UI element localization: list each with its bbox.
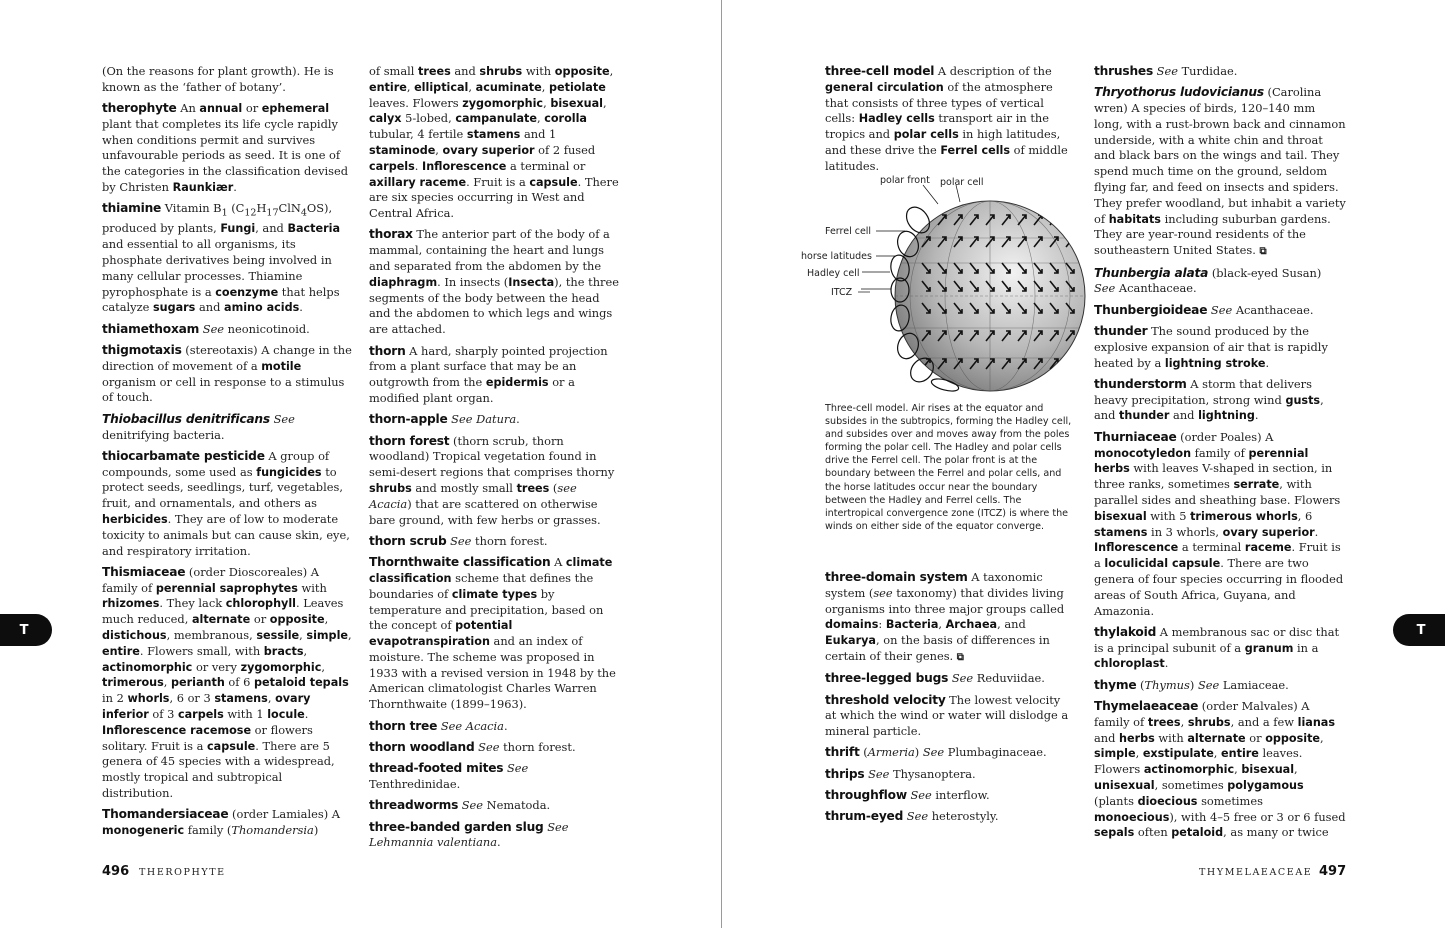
dictionary-entry: of small trees and shrubs with opposite, entire, elliptical, acuminate, petiolate leaves. Flowers zygomorphic, bisexual, calyx 5-lobed, campanulate, corolla tubular, 4 fertile stamens and 1 staminode, ovary superior of 2 fused carpels. Inflorescence a terminal or axillary raceme. Fruit is a capsule. There are six species occurring in West and Central Africa. bbox=[369, 64, 619, 221]
thumb-tab-right: T bbox=[1393, 614, 1445, 646]
itcz-label: ITCZ bbox=[831, 287, 853, 298]
dictionary-entry: Thurniaceae (order Poales) A monocotyledon family of perennial herbs with leaves V-shaped in section, in three ranks, sometimes serrate, with parallel sides and sheathing base. Flowers bisexual with 5 trimerous whorls, 6 stamens in 3 whorls, ovary superior. Inflorescence a terminal raceme. Fruit is a loculicidal capsule. There are two genera of four species occurring in flooded areas of South Africa, Guyana, and Amazonia. bbox=[1094, 429, 1344, 618]
dictionary-entry: thyme (Thymus) See Lamiaceae. bbox=[1094, 677, 1289, 692]
dictionary-entry: thorn woodland See thorn forest. bbox=[369, 739, 576, 754]
right-running-head: THYMELAEACEAE bbox=[1199, 867, 1313, 878]
dictionary-entry: throughflow See interflow. bbox=[825, 788, 990, 803]
dictionary-entry: thiamine Vitamin $B_1$ $(C_{12}H_{17}ClN_4OS)$, produced by plants, Fungi, and Bacteria and essential to all organisms, its phosphate derivatives being involved in many cellular processes. Thiamine pyrophosphate is a coenzyme that helps catalyze sugars and amino acids. bbox=[102, 201, 341, 315]
polar-front-label: polar front bbox=[880, 175, 930, 186]
dictionary-entry: threshold velocity The lowest velocity at which the wind or water will dislodge a mineral particle. bbox=[825, 692, 1069, 739]
hadley-cell-label: Hadley cell bbox=[807, 268, 860, 279]
dictionary-entry: thorn tree See Acacia. bbox=[369, 718, 508, 733]
right-column-2 bbox=[1094, 64, 1346, 847]
wind-arrow bbox=[1066, 359, 1074, 369]
figure-caption: Three-cell model. Air rises at the equator and subsides in the subtropics, forming the Hadley cell, and subsides over and moves away from the poles forming the polar cell. The Hadley and polar cells drive the Ferrel cell. The polar front is at the boundary between the Ferrel and polar cells, and the horse latitudes occur near the boundary between the Hadley and Ferrel cells. The intertropical convergence zone (ITCZ) is where the winds on either side of the equator converge. bbox=[825, 403, 1072, 532]
dictionary-entry: Thymelaeaceae (order Malvales) A family of trees, shrubs, and a few lianas and herbs with alternate or opposite, simple, exstipulate, entire leaves. Flowers actinomorphic, bisexual, unisexual, sometimes polygamous (plants dioecious sometimes monoecious), with 4–5 free or 3 or 6 fused sepals often petaloid, as many or twice bbox=[1094, 698, 1346, 840]
dictionary-entry: three-domain system A taxonomic system (see taxonomy) that divides living organisms into three major groups called domains: Bacteria, Archaea, and Eukarya, on the basis of differences in certain of their genes. ⧉ bbox=[825, 570, 1065, 663]
dictionary-entry: Thunbergia alata (black-eyed Susan) See Acanthaceae. bbox=[1094, 265, 1322, 296]
dictionary-entry: three-banded garden slug See Lehmannia valentiana. bbox=[369, 819, 569, 850]
horse-latitudes-label: horse latitudes bbox=[801, 251, 872, 262]
dictionary-entry: thiocarbamate pesticide A group of compounds, some used as fungicides to protect seeds, seedlings, turf, vegetables, fruit, and ornamentals, and others as herbicides. They are of low to moderate toxicity to animals but can cause skin, eye, and respiratory irritation. bbox=[102, 448, 350, 558]
right-column-1-bottom bbox=[825, 570, 1075, 831]
dictionary-entry: thiamethoxam See neonicotinoid. bbox=[102, 321, 310, 336]
dictionary-entry: thorn forest (thorn scrub, thorn woodland) Tropical vegetation found in semi-desert regions that comprises thorny shrubs and mostly small trees (see Acacia) that are scattered on otherwise bare ground, with few herbs or grasses. bbox=[369, 433, 615, 527]
wind-arrow bbox=[1050, 215, 1058, 225]
dictionary-entry: thrum-eyed See heterostyly. bbox=[825, 809, 999, 824]
thumb-tab-left: T bbox=[0, 614, 52, 646]
dictionary-entry: thread-footed mites See Tenthredinidae. bbox=[369, 761, 529, 791]
dictionary-entry: thunder The sound produced by the explosive expansion of air that is rapidly heated by a lightning stroke. bbox=[1094, 323, 1328, 370]
book-spine bbox=[721, 0, 722, 928]
dictionary-entry: Thryothorus ludovicianus (Carolina wren) A species of birds, 120–140 mm long, with a rust-brown back and cinnamon underside, with a white chin and throat and black bars on the wings and tail. They spend much time on the ground, seldom flying far, and feed on insects and spiders. They prefer woodland, but inhabit a variety of habitats including suburban gardens. They are year-round residents of the southeastern United States. ⧉ bbox=[1094, 85, 1346, 258]
dictionary-entry: Thunbergioideae See Acanthaceae. bbox=[1094, 302, 1314, 317]
dictionary-entry: Thismiaceae (order Dioscoreales) A family of perennial saprophytes with rhizomes. They lack chlorophyll. Leaves much reduced, alternate or opposite, distichous, membranous, sessile, simple, entire. Flowers small, with bracts, actinomorphic or very zygomorphic, trimerous, perianth of 6 petaloid tepals in 2 whorls, 6 or 3 stamens, ovary inferior of 3 carpels with 1 locule. Inflorescence racemose or flowers solitary. Fruit is a capsule. There are 5 genera of 45 species with a widespread, mostly tropical and subtropical distribution. bbox=[102, 564, 352, 801]
left-column-2 bbox=[369, 64, 619, 857]
dictionary-entry: thorn A hard, sharply pointed projection from a plant surface that may be an outgrowth from the epidermis or a modified plant organ. bbox=[369, 343, 608, 405]
dictionary-entry: thunderstorm A storm that delivers heavy precipitation, strong wind gusts, and thunder and lightning. bbox=[1094, 376, 1324, 423]
dictionary-entry: thrushes See Turdidae. bbox=[1094, 64, 1238, 78]
dictionary-entry: thigmotaxis (stereotaxis) A change in the direction of movement of a motile organism or cell in response to a stimulus of touch. bbox=[102, 343, 352, 405]
left-column-1 bbox=[102, 64, 354, 844]
dictionary-entry: therophyte An annual or ephemeral plant that completes its life cycle rapidly when conditions permit and survives unfavourable periods as seed. It is one of the categories in the classification devised by Christen Raunkiær. bbox=[102, 101, 349, 195]
dictionary-entry: thorn scrub See thorn forest. bbox=[369, 533, 548, 548]
left-page-number: 496 bbox=[102, 864, 130, 879]
wind-arrow bbox=[1066, 215, 1074, 225]
polar-cell-label: polar cell bbox=[940, 177, 984, 188]
right-page-number: 497 bbox=[1319, 864, 1347, 879]
dictionary-entry: (On the reasons for plant growth). He is known as the ‘father of botany’. bbox=[102, 64, 334, 94]
ferrel-cell-label: Ferrel cell bbox=[825, 226, 872, 237]
dictionary-entry: thrips See Thysanoptera. bbox=[825, 766, 976, 781]
dictionary-entry: thorn-apple See Datura. bbox=[369, 412, 520, 427]
dictionary-entry: thorax The anterior part of the body of a mammal, containing the heart and lungs and separated from the abdomen by the diaphragm. In insects (Insecta), the three segments of the body between the head and the abdomen to which legs and wings are attached. bbox=[369, 227, 619, 337]
dictionary-entry: Thiobacillus denitrificans See denitrifying bacteria. bbox=[102, 411, 295, 442]
dictionary-entry: Thornthwaite classification A climate classification scheme that defines the boundaries of climate types by temperature and precipitation, based on the concept of potential evapotranspiration and an index of moisture. The scheme was proposed in 1933 with a revised version in 1948 by the American climatologist Charles Warren Thornthwaite (1899–1963). bbox=[369, 555, 616, 712]
left-running-head: THEROPHYTE bbox=[139, 867, 226, 878]
dictionary-entry: Thomandersiaceae (order Lamiales) A monogeneric family (Thomandersia) bbox=[102, 807, 340, 838]
dictionary-entry: thrift (Armeria) See Plumbaginaceae. bbox=[825, 745, 1047, 760]
dictionary-entry: three-cell model A description of the general circulation of the atmosphere that consists of three types of vertical cells: Hadley cells transport air in the tropics and polar cells in high latitudes, and these drive the Ferrel cells of middle latitudes. bbox=[825, 64, 1068, 173]
dictionary-entry: three-legged bugs See Reduviidae. bbox=[825, 671, 1045, 686]
three-cell-model-figure bbox=[790, 168, 1090, 398]
right-column-1-top bbox=[825, 64, 1075, 180]
dictionary-entry: threadworms See Nematoda. bbox=[369, 798, 551, 813]
dictionary-entry: thylakoid A membranous sac or disc that is a principal subunit of a granum in a chloroplast. bbox=[1094, 624, 1340, 671]
